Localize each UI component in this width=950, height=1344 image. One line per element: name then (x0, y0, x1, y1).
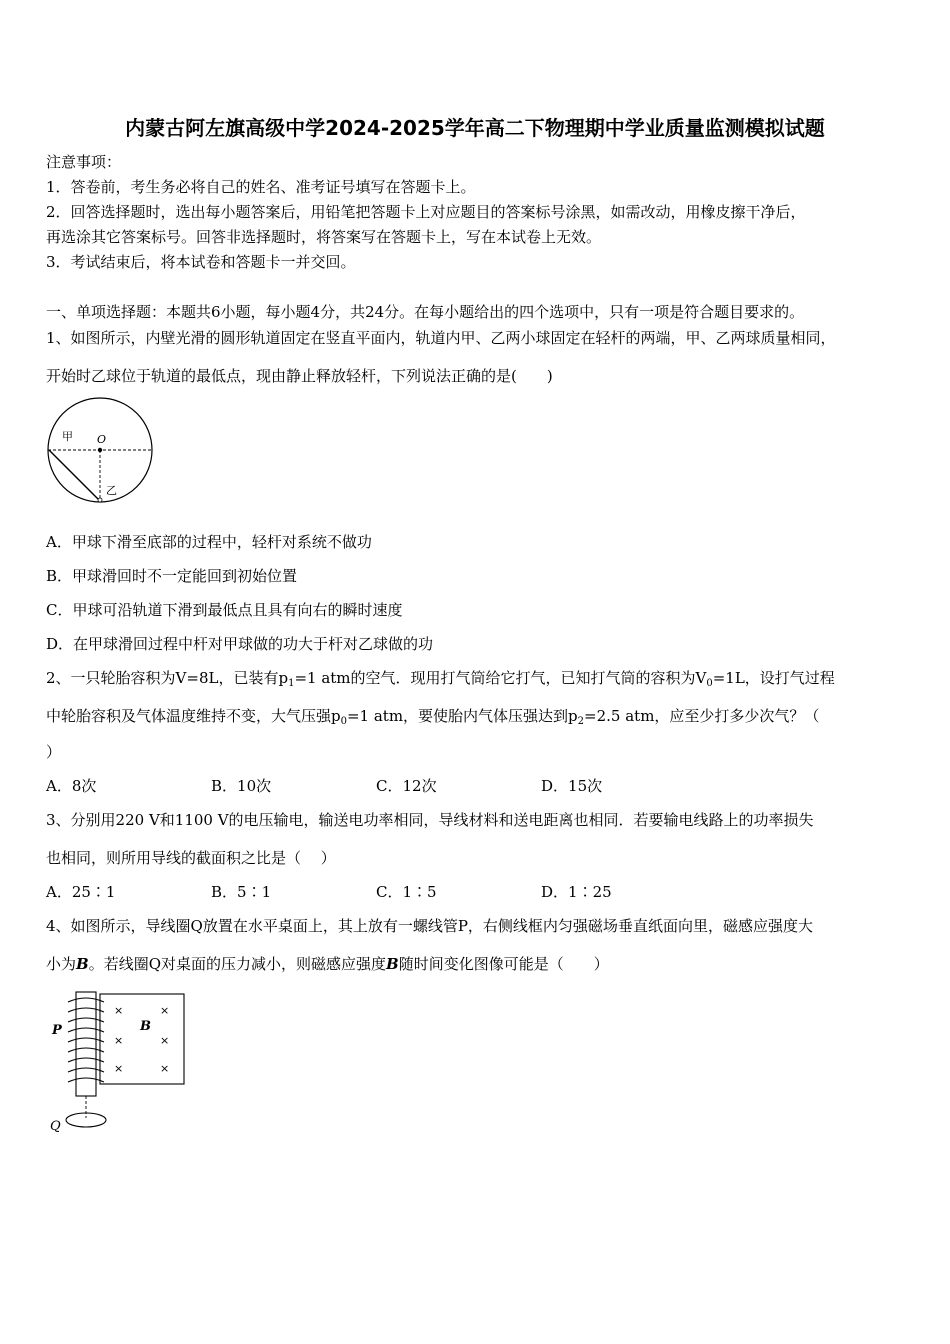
coil-q (66, 1113, 106, 1127)
note-2b: 再选涂其它答案标号。回答非选择题时，将答案写在答题卡上，写在本试卷上无效。 (46, 228, 602, 246)
note-3: 3．考试结束后，将本试卷和答题卡一并交回。 (46, 253, 356, 271)
magnetic-field-frame (100, 994, 184, 1084)
q4-text-2 (46, 954, 609, 974)
field-cross-4: × (160, 1034, 170, 1047)
q1-option-a: A．甲球下滑至底部的过程中，轻杆对系统不做功 (46, 533, 372, 551)
q3-option-c: C．1∶5 (376, 883, 437, 901)
light-rod (49, 450, 100, 501)
q3-option-d: D．1∶25 (541, 883, 612, 901)
q2-text-1c: =1L，设打气过程 (712, 669, 835, 687)
q2-option-a: A．8次 (46, 777, 97, 795)
field-cross-1: × (114, 1004, 124, 1017)
label-q: Q (50, 1119, 61, 1134)
q1-circle-track-figure (44, 396, 156, 504)
q1-option-c: C．甲球可沿轨道下滑到最低点且具有向右的瞬时速度 (46, 601, 403, 619)
field-cross-3: × (114, 1034, 124, 1047)
q4-symbol-b1: B (76, 955, 89, 973)
label-b: B (140, 1019, 151, 1034)
label-p: P (52, 1023, 62, 1038)
q1-text-1: 1、如图所示，内壁光滑的圆形轨道固定在竖直平面内，轨道内甲、乙两小球固定在轻杆的两端，甲、乙两球质量相同， (46, 329, 836, 347)
field-cross-5: × (114, 1062, 124, 1075)
page-title: 内蒙古阿左旗高级中学2024-2025学年高二下物理期中学业质量监测模拟试题 (125, 116, 825, 140)
q2-sub-1: 1 (288, 678, 295, 689)
q2-option-b: B．10次 (211, 777, 272, 795)
q2-text-3: ） (46, 743, 62, 761)
q2-sub-0: 0 (706, 678, 713, 689)
q4-symbol-b2: B (386, 955, 399, 973)
q2-text-1a: 2、一只轮胎容积为V=8L，已装有p (46, 669, 289, 687)
q3-option-a: A．25∶1 (46, 883, 116, 901)
q2-text-2a: 中轮胎容积及气体温度维持不变，大气压强p (46, 707, 341, 725)
section-heading: 一、单项选择题：本题共6小题，每小题4分，共24分。在每小题给出的四个选项中，只有一项是符合题目要求的。 (46, 303, 805, 321)
field-cross-6: × (160, 1062, 170, 1075)
center-dot (98, 448, 102, 452)
q4-text-2a: 小为 (46, 955, 77, 973)
q1-option-b: B．甲球滑回时不一定能回到初始位置 (46, 567, 298, 585)
q2-sub-p0: 0 (340, 716, 347, 727)
label-o: O (97, 433, 107, 446)
q2-text-2c: =2.5 atm，应至少打多少次气？（ (584, 707, 820, 725)
label-yi: 乙 (106, 484, 117, 497)
q4-text-2e: 随时间变化图像可能是（ ） (398, 955, 609, 973)
q2-option-d: D．15次 (541, 777, 603, 795)
q2-text-1b: =1 atm的空气．现用打气筒给它打气，已知打气筒的容积为V (294, 669, 707, 687)
field-cross-2: × (160, 1004, 170, 1017)
notes-heading: 注意事项： (46, 153, 122, 171)
note-2a: 2．回答选择题时，选出每小题答案后，用铅笔把答题卡上对应题目的答案标号涂黑，如需改动，用橡皮擦干净后， (46, 203, 806, 221)
q2-text-2b: =1 atm，要使胎内气体压强达到p (346, 707, 578, 725)
q2-text-2 (46, 706, 819, 726)
q3-text-1: 3、分别用220 V和1100 V的电压输电，输送电功率相同，导线材料和送电距离也相同．若要输电线路上的功率损失 (46, 811, 814, 829)
q4-solenoid-figure (46, 988, 190, 1134)
q4-text-1: 4、如图所示，导线圈Q放置在水平桌面上，其上放有一螺线管P，右侧线框内匀强磁场垂直纸面向里，磁感应强度大 (46, 917, 813, 935)
q2-sub-p2: 2 (577, 716, 585, 727)
q4-text-2c: 。若线圈Q对桌面的压力减小，则磁感应强度 (88, 955, 387, 973)
note-1: 1．答卷前，考生务必将自己的姓名、准考证号填写在答题卡上。 (46, 178, 476, 196)
label-jia: 甲 (62, 430, 73, 443)
q3-text-2: 也相同，则所用导线的截面积之比是（ ） (46, 849, 336, 867)
q2-text-1 (46, 668, 835, 688)
q3-option-b: B．5∶1 (211, 883, 272, 901)
q2-option-c: C．12次 (376, 777, 437, 795)
q1-option-d: D．在甲球滑回过程中杆对甲球做的功大于杆对乙球做的功 (46, 635, 434, 653)
ball-yi (98, 498, 102, 502)
q1-text-2: 开始时乙球位于轨道的最低点，现由静止释放轻杆，下列说法正确的是( ) (46, 367, 553, 385)
